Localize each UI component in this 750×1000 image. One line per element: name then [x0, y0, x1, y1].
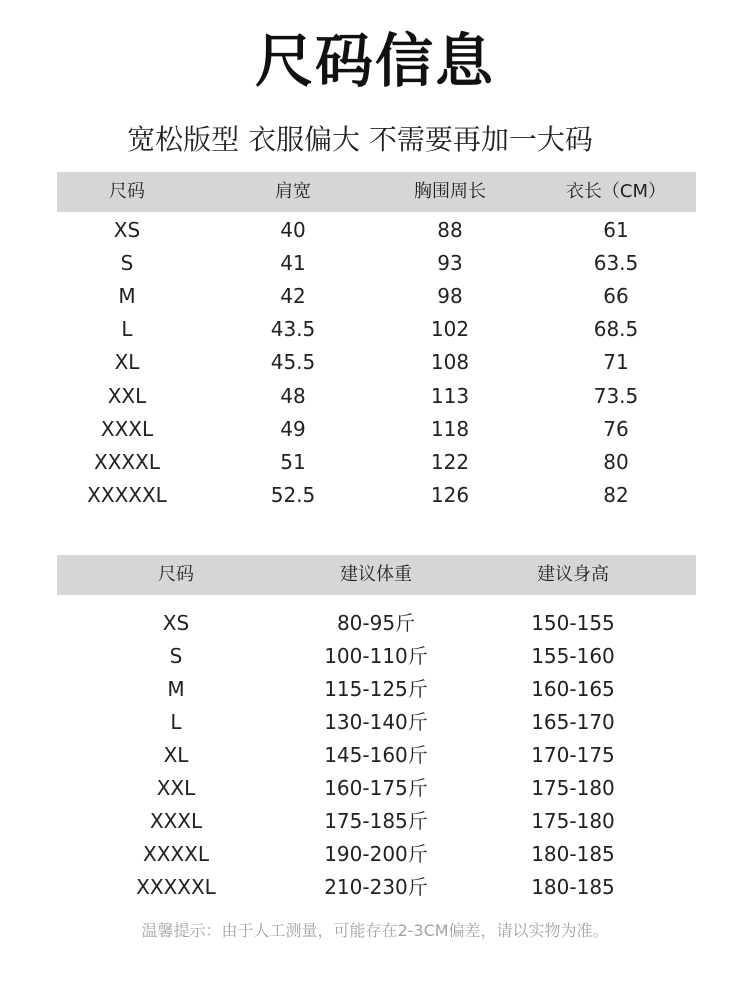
measure-cell-shoulder: 51	[280, 450, 306, 474]
measure-cell-length: 63.5	[593, 251, 639, 275]
measure-cell-size: XL	[114, 350, 140, 374]
recommend-cell-height: 180-185	[531, 875, 615, 899]
measure-cell-size: XXXXXL	[87, 483, 167, 507]
recommend-cell-weight: 190-200斤	[324, 842, 428, 866]
recommend-cell-size: XS	[162, 611, 190, 635]
recommend-cell-height: 155-160	[531, 644, 615, 668]
recommend-cell-height: 170-175	[531, 743, 615, 767]
measure-cell-length: 71	[603, 350, 629, 374]
recommend-cell-size: XXXXXL	[136, 875, 216, 899]
header-weight: 建议体重	[340, 564, 412, 585]
measure-cell-chest: 88	[437, 218, 463, 242]
recommend-cell-size: M	[167, 677, 185, 701]
page-title: 尺码信息	[254, 27, 495, 95]
measure-cell-size: XXXL	[100, 417, 154, 441]
recommend-cell-height: 150-155	[531, 611, 615, 635]
recommend-cell-height: 165-170	[531, 710, 615, 734]
measure-cell-chest: 113	[430, 384, 470, 408]
recommend-cell-weight: 210-230斤	[324, 875, 428, 899]
measure-cell-chest: 122	[430, 450, 470, 474]
measure-cell-length: 82	[603, 483, 629, 507]
measure-cell-shoulder: 40	[280, 218, 306, 242]
measure-cell-size: XS	[113, 218, 141, 242]
recommend-cell-weight: 115-125斤	[324, 677, 428, 701]
recommend-cell-size: XXXL	[149, 809, 203, 833]
measure-cell-length: 68.5	[593, 317, 639, 341]
recommend-cell-weight: 175-185斤	[324, 809, 428, 833]
measure-cell-chest: 118	[430, 417, 470, 441]
recommend-cell-weight: 130-140斤	[324, 710, 428, 734]
measure-cell-size: M	[118, 284, 136, 308]
header-length: 衣长（CM）	[565, 181, 667, 202]
recommend-cell-height: 175-180	[531, 809, 615, 833]
measure-cell-shoulder: 52.5	[270, 483, 316, 507]
footnote: 温馨提示：由于人工测量，可能存在2-3CM偏差，请以实物为准。	[141, 921, 609, 940]
header-size: 尺码	[109, 181, 145, 202]
page-subtitle: 宽松版型 衣服偏大 不需要再加一大码	[127, 123, 593, 156]
measure-cell-chest: 93	[437, 251, 463, 275]
recommend-cell-weight: 100-110斤	[324, 644, 428, 668]
header-shoulder: 肩宽	[275, 181, 311, 202]
measure-cell-shoulder: 43.5	[270, 317, 316, 341]
recommend-cell-size: S	[169, 644, 183, 668]
measure-cell-length: 61	[603, 218, 629, 242]
header-height: 建议身高	[537, 564, 609, 585]
recommend-cell-weight: 160-175斤	[324, 776, 428, 800]
recommend-cell-size: XXL	[156, 776, 196, 800]
measure-cell-shoulder: 41	[280, 251, 306, 275]
recommend-cell-height: 180-185	[531, 842, 615, 866]
recommend-cell-size: XL	[163, 743, 189, 767]
recommend-cell-weight: 80-95斤	[336, 611, 416, 635]
measure-cell-shoulder: 48	[280, 384, 306, 408]
measure-cell-length: 80	[603, 450, 629, 474]
recommend-cell-weight: 145-160斤	[324, 743, 428, 767]
measure-cell-shoulder: 45.5	[270, 350, 316, 374]
recommend-cell-size: L	[170, 710, 182, 734]
recommend-cell-height: 160-165	[531, 677, 615, 701]
recommend-cell-size: XXXXL	[143, 842, 209, 866]
measure-cell-chest: 98	[437, 284, 463, 308]
measure-cell-chest: 102	[430, 317, 470, 341]
measure-cell-size: S	[120, 251, 134, 275]
measure-cell-chest: 126	[430, 483, 470, 507]
recommend-cell-height: 175-180	[531, 776, 615, 800]
measure-cell-size: XXXXL	[94, 450, 160, 474]
measure-cell-shoulder: 49	[280, 417, 306, 441]
measure-cell-length: 73.5	[593, 384, 639, 408]
measure-cell-length: 66	[603, 284, 629, 308]
measure-cell-shoulder: 42	[280, 284, 306, 308]
measure-cell-length: 76	[603, 417, 629, 441]
header-size: 尺码	[158, 564, 194, 585]
measure-cell-chest: 108	[430, 350, 470, 374]
measure-cell-size: XXL	[107, 384, 147, 408]
header-chest: 胸围周长	[414, 181, 486, 202]
measure-cell-size: L	[121, 317, 133, 341]
